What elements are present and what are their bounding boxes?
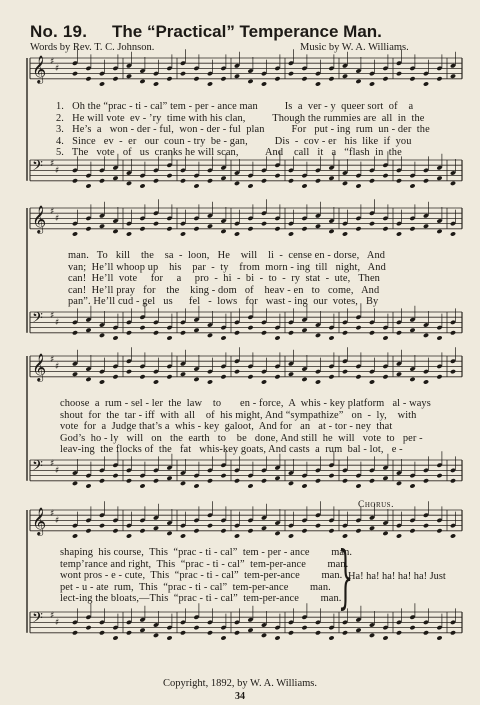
note-head	[126, 231, 132, 236]
lyric-line: shaping his course, This “prac - ti - cal” tem - per - ance man.	[60, 547, 353, 558]
note-head	[436, 374, 442, 379]
note-head	[112, 374, 118, 379]
note-head	[207, 81, 213, 86]
note-head	[180, 71, 186, 76]
lyric-line: temp’rance and right, This “prac - ti - cal” tem-per-ance man.	[60, 558, 349, 570]
note-head	[234, 74, 240, 79]
note-head	[274, 476, 280, 481]
lyric-line: pan”. He’ll cud - gel us fel - lows for wast - ing our votes, By	[68, 296, 379, 308]
sharp-icon: ♯	[55, 516, 60, 526]
note-head	[355, 183, 361, 188]
treble-clef-icon: 𝄞	[32, 55, 47, 83]
note-head	[72, 231, 78, 236]
treble-clef-icon: 𝄞	[32, 507, 47, 535]
note-head	[396, 481, 402, 486]
lyric-line: van; He’ll whoop up his par - ty from morn - ing till night, And	[68, 261, 386, 273]
note-head	[382, 226, 388, 231]
note-head	[315, 178, 321, 183]
lyric-line: leav-ing the flocks of the fat whis-key goats, And casts a rum bal - lot, e -	[60, 444, 403, 456]
note-head	[207, 478, 213, 483]
note-head	[193, 377, 199, 382]
note-head	[355, 325, 361, 330]
note-head	[288, 71, 294, 76]
note-head	[99, 81, 105, 86]
note-head	[139, 183, 145, 188]
note-head	[382, 531, 388, 536]
note-head	[220, 76, 226, 81]
note-head	[396, 71, 402, 76]
note-head	[396, 231, 402, 236]
chorus-label: Chorus.	[358, 500, 394, 510]
note-head	[355, 79, 361, 84]
note-head	[328, 635, 334, 640]
refrain-text: Ha! ha! ha! ha! ha! Just	[348, 571, 446, 582]
note-head	[301, 625, 307, 630]
note-head	[180, 372, 186, 377]
note-head	[153, 178, 159, 183]
note-head	[99, 178, 105, 183]
note-head	[72, 481, 78, 486]
note-head	[166, 226, 172, 231]
note-head	[382, 76, 388, 81]
note-head	[409, 328, 415, 333]
note-head	[369, 178, 375, 183]
note-head	[180, 231, 186, 236]
note-head	[220, 528, 226, 533]
note-head	[220, 176, 226, 181]
note-head	[247, 528, 253, 533]
sharp-icon: ♯	[50, 207, 55, 217]
note-head	[355, 528, 361, 533]
note-head	[288, 330, 294, 335]
note-head	[193, 76, 199, 81]
note-head	[126, 630, 132, 635]
note-head	[166, 173, 172, 178]
note-head	[99, 523, 105, 528]
note-head	[247, 483, 253, 488]
note-head	[369, 526, 375, 531]
note-head	[274, 335, 280, 340]
lyric-line: 4. Since ev - er our coun - try be - gan, Dis - cov - er his like if you	[56, 135, 412, 147]
note-head	[301, 76, 307, 81]
note-head	[261, 81, 267, 86]
note-head	[99, 379, 105, 384]
note-head	[315, 478, 321, 483]
note-head	[274, 173, 280, 178]
sharp-icon: ♯	[50, 57, 55, 67]
note-head	[355, 483, 361, 488]
note-head	[220, 229, 226, 234]
note-head	[139, 79, 145, 84]
note-head	[193, 226, 199, 231]
note-head	[423, 81, 429, 86]
note-head	[423, 630, 429, 635]
note-head	[409, 528, 415, 533]
note-head	[207, 333, 213, 338]
note-head	[85, 528, 91, 533]
note-head	[450, 533, 456, 538]
note-head	[166, 335, 172, 340]
note-head	[261, 330, 267, 335]
note-head	[220, 374, 226, 379]
note-head	[139, 628, 145, 633]
note-head	[423, 379, 429, 384]
note-head	[85, 328, 91, 333]
note-head	[315, 379, 321, 384]
note-head	[234, 181, 240, 186]
note-head	[315, 81, 321, 86]
note-head	[436, 635, 442, 640]
sharp-icon: ♯	[55, 64, 60, 74]
note-head	[207, 178, 213, 183]
note-head	[261, 379, 267, 384]
sharp-icon: ♯	[55, 466, 60, 476]
sharp-icon: ♯	[50, 509, 55, 519]
note-head	[450, 630, 456, 635]
note-head	[328, 176, 334, 181]
note-head	[139, 226, 145, 231]
note-head	[85, 377, 91, 382]
note-head	[247, 325, 253, 330]
note-head	[139, 374, 145, 379]
note-head	[396, 533, 402, 538]
treble-clef-icon: 𝄞	[32, 353, 47, 381]
note-head	[450, 231, 456, 236]
note-head	[342, 330, 348, 335]
note-head	[382, 374, 388, 379]
note-head	[153, 526, 159, 531]
note-head	[423, 224, 429, 229]
note-head	[193, 328, 199, 333]
note-head	[369, 478, 375, 483]
note-head	[139, 528, 145, 533]
note-head	[85, 76, 91, 81]
note-head	[301, 328, 307, 333]
lyric-line: 5. The vote of us cranks he will scan, And call it a “flash in the	[56, 147, 402, 159]
note-head	[234, 478, 240, 483]
note-head	[247, 628, 253, 633]
note-head	[153, 81, 159, 86]
note-head	[99, 478, 105, 483]
note-head	[166, 531, 172, 536]
note-head	[315, 224, 321, 229]
note-head	[234, 533, 240, 538]
lyric-line: can! He’ll pray for the king - dom of heav - en to come, And	[68, 284, 380, 296]
note-head	[382, 173, 388, 178]
note-head	[423, 178, 429, 183]
sharp-icon: ♯	[50, 159, 55, 169]
note-head	[166, 374, 172, 379]
note-head	[342, 630, 348, 635]
note-head	[328, 473, 334, 478]
note-head	[355, 226, 361, 231]
sharp-icon: ♯	[55, 214, 60, 224]
note-head	[180, 178, 186, 183]
note-head	[382, 635, 388, 640]
note-head	[126, 330, 132, 335]
note-head	[396, 330, 402, 335]
note-head	[85, 183, 91, 188]
bass-clef-icon: 𝄢	[32, 458, 43, 478]
note-head	[72, 178, 78, 183]
note-head	[85, 483, 91, 488]
note-head	[423, 523, 429, 528]
note-head	[99, 333, 105, 338]
page-number: 34	[235, 691, 245, 702]
note-head	[315, 630, 321, 635]
note-head	[355, 374, 361, 379]
note-head	[139, 325, 145, 330]
note-head	[72, 330, 78, 335]
note-head	[220, 335, 226, 340]
note-head	[328, 374, 334, 379]
copyright: Copyright, 1892, by W. A. Williams.	[163, 678, 317, 689]
note-head	[112, 176, 118, 181]
note-head	[355, 628, 361, 633]
lyric-line: lect-ing the bloats,—This “prac - ti - cal” tem-per-ance man.	[60, 593, 342, 605]
words-credit: Words by Rev. T. C. Johnson.	[30, 42, 155, 53]
note-head	[301, 183, 307, 188]
note-head	[301, 226, 307, 231]
note-head	[72, 71, 78, 76]
note-head	[112, 528, 118, 533]
note-head	[72, 630, 78, 635]
note-head	[193, 528, 199, 533]
note-head	[409, 76, 415, 81]
note-head	[436, 473, 442, 478]
lyric-line: wont pros - e - cute, This “prac - ti - cal” tem-per-ance man.	[60, 570, 343, 582]
note-head	[396, 178, 402, 183]
note-head	[234, 369, 240, 374]
note-head	[288, 178, 294, 183]
lyric-line: shout for the tar - iff with all of his might, And “sympathize” on - ly, with	[60, 409, 417, 421]
note-head	[247, 226, 253, 231]
note-head	[207, 630, 213, 635]
note-head	[261, 526, 267, 531]
note-head	[450, 74, 456, 79]
note-head	[126, 533, 132, 538]
note-head	[369, 221, 375, 226]
lyric-line: 1. Oh the “prac - ti - cal” tem - per - ance man Is a ver - y queer sort of a	[56, 101, 414, 112]
lyric-line: vote for a Judge that’s a whis - key galoot, And for an at - tor - ney that	[60, 421, 393, 433]
note-head	[261, 221, 267, 226]
note-head	[396, 630, 402, 635]
note-head	[166, 76, 172, 81]
note-head	[207, 379, 213, 384]
note-head	[436, 528, 442, 533]
note-head	[193, 625, 199, 630]
sharp-icon: ♯	[55, 166, 60, 176]
note-head	[288, 231, 294, 236]
note-head	[112, 335, 118, 340]
note-head	[153, 379, 159, 384]
lyric-line: can! He’ll vote for a pro - hi - bi - to - ry stat - ute, Then	[68, 273, 380, 285]
note-head	[288, 533, 294, 538]
note-head	[450, 478, 456, 483]
note-head	[234, 630, 240, 635]
note-head	[126, 369, 132, 374]
note-head	[301, 483, 307, 488]
note-head	[112, 635, 118, 640]
note-head	[450, 181, 456, 186]
note-head	[436, 229, 442, 234]
note-head	[288, 372, 294, 377]
note-head	[180, 630, 186, 635]
note-head	[315, 523, 321, 528]
note-head	[342, 74, 348, 79]
note-head	[153, 478, 159, 483]
note-head	[126, 181, 132, 186]
note-head	[342, 478, 348, 483]
refrain-brace: }	[338, 538, 354, 617]
note-head	[369, 330, 375, 335]
note-head	[180, 330, 186, 335]
bass-clef-icon: 𝄢	[32, 310, 43, 330]
hymn-title: The “Practical” Temperance Man.	[112, 22, 382, 41]
note-head	[85, 226, 91, 231]
note-head	[382, 335, 388, 340]
note-head	[220, 635, 226, 640]
note-head	[409, 226, 415, 231]
lyric-line: choose a rum - sel - ler the law to en - force, A whis - key platform al - ways	[60, 398, 431, 409]
note-head	[369, 379, 375, 384]
music-credit: Music by W. A. Williams.	[300, 42, 409, 53]
note-head	[72, 372, 78, 377]
sharp-icon: ♯	[50, 459, 55, 469]
note-head	[247, 183, 253, 188]
note-head	[261, 178, 267, 183]
note-head	[409, 183, 415, 188]
note-head	[396, 372, 402, 377]
lyric-line: 2. He will vote ev - ’ry time with his clan, Though the rummies are all in the	[56, 112, 425, 124]
sharp-icon: ♯	[55, 618, 60, 628]
note-head	[342, 369, 348, 374]
sharp-icon: ♯	[55, 318, 60, 328]
lyric-line: 3. He’s a won - der - ful, won - der - ful plan For put - ing rum un - der the	[56, 124, 430, 136]
note-head	[274, 76, 280, 81]
note-head	[180, 533, 186, 538]
note-head	[247, 79, 253, 84]
note-head	[382, 476, 388, 481]
note-head	[328, 528, 334, 533]
note-head	[126, 74, 132, 79]
bass-clef-icon: 𝄢	[32, 610, 43, 630]
note-head	[436, 76, 442, 81]
note-head	[288, 481, 294, 486]
sharp-icon: ♯	[50, 611, 55, 621]
bass-clef-icon: 𝄢	[32, 158, 43, 178]
note-head	[207, 224, 213, 229]
note-head	[450, 369, 456, 374]
note-head	[301, 377, 307, 382]
note-head	[450, 330, 456, 335]
note-head	[193, 183, 199, 188]
note-head	[409, 483, 415, 488]
note-head	[436, 335, 442, 340]
note-head	[274, 635, 280, 640]
note-head	[369, 633, 375, 638]
note-head	[409, 377, 415, 382]
note-head	[274, 374, 280, 379]
note-head	[99, 224, 105, 229]
note-head	[247, 374, 253, 379]
note-head	[261, 478, 267, 483]
note-head	[274, 531, 280, 536]
lyric-line: man. To kill the sa - loon, He will li - cense en - dorse, And	[68, 250, 386, 261]
note-head	[274, 226, 280, 231]
sharp-icon: ♯	[55, 362, 60, 372]
note-head	[261, 633, 267, 638]
note-head	[328, 229, 334, 234]
note-head	[423, 478, 429, 483]
note-head	[85, 625, 91, 630]
lyric-line: God’s ho - ly will on the earth to be done, And still he will vote to per -	[60, 432, 423, 444]
note-head	[126, 478, 132, 483]
note-head	[234, 330, 240, 335]
note-head	[207, 523, 213, 528]
note-head	[112, 473, 118, 478]
note-head	[139, 483, 145, 488]
hymn-number: No. 19.	[30, 22, 88, 41]
note-head	[112, 229, 118, 234]
note-head	[342, 231, 348, 236]
sharp-icon: ♯	[50, 355, 55, 365]
note-head	[153, 221, 159, 226]
note-head	[328, 76, 334, 81]
note-head	[153, 633, 159, 638]
note-head	[193, 483, 199, 488]
note-head	[99, 630, 105, 635]
note-head	[153, 330, 159, 335]
note-head	[328, 335, 334, 340]
treble-clef-icon: 𝄞	[32, 205, 47, 233]
note-head	[301, 528, 307, 533]
note-head	[315, 333, 321, 338]
note-head	[369, 81, 375, 86]
note-head	[423, 333, 429, 338]
sharp-icon: ♯	[50, 311, 55, 321]
note-head	[112, 76, 118, 81]
note-head	[166, 476, 172, 481]
lyric-line: pet - u - ate rum, This “prac - ti - cal” tem-per-ance man.	[60, 581, 331, 593]
note-head	[436, 176, 442, 181]
note-head	[180, 481, 186, 486]
note-head	[220, 473, 226, 478]
note-head	[342, 181, 348, 186]
note-head	[409, 625, 415, 630]
note-head	[288, 630, 294, 635]
note-head	[72, 533, 78, 538]
note-head	[234, 231, 240, 236]
note-head	[166, 635, 172, 640]
